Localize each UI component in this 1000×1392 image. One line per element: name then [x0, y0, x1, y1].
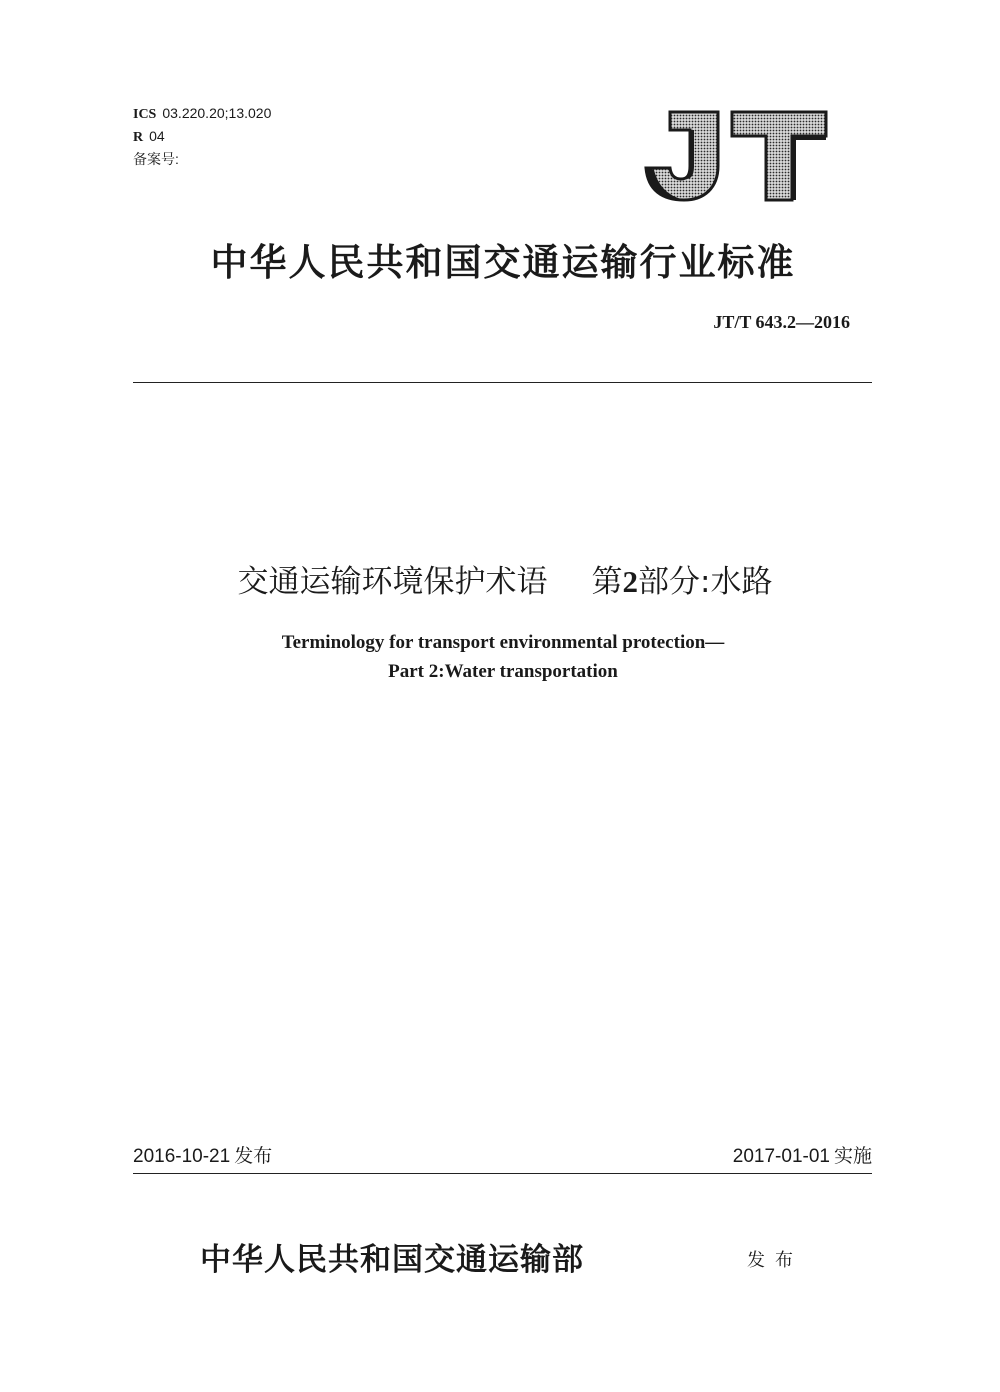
ics-label: ICS	[133, 107, 157, 122]
issue-date	[133, 1141, 272, 1168]
divider-top	[133, 382, 872, 383]
divider-bottom	[133, 1173, 872, 1174]
ccs-value: 04	[149, 128, 165, 144]
issue-date-value: 2016-10-21	[133, 1146, 231, 1167]
title-cn-part-suffix: 部分:水路	[638, 564, 773, 600]
impl-date-label: 实施	[833, 1145, 872, 1167]
title-english-line1: Terminology for transport environmental protection—	[281, 632, 725, 653]
standard-number: JT/T 643.2—2016	[713, 312, 850, 332]
title-cn-part-prefix: 第	[591, 564, 623, 600]
standard-heading: 中华人民共和国交通运输行业标准	[210, 240, 796, 284]
record-label: 备案号:	[133, 151, 179, 167]
title-english-line2: Part 2:Water transportation	[388, 661, 618, 682]
record-number	[133, 148, 179, 171]
ics-code	[133, 102, 271, 126]
ccs-code	[133, 125, 165, 149]
jt-logo	[640, 108, 830, 204]
issue-date-label: 发布	[234, 1145, 273, 1167]
publisher: 中华人民共和国交通运输部	[200, 1242, 584, 1278]
ccs-label: R	[133, 130, 144, 145]
title-chinese	[100, 556, 910, 601]
implementation-date	[733, 1141, 872, 1168]
title-cn-part-number: 2	[622, 564, 639, 599]
impl-date-value: 2017-01-01	[732, 1146, 830, 1167]
ics-value: 03.220.20;13.020	[162, 105, 272, 121]
title-cn-main: 交通运输环境保护术语	[237, 564, 548, 600]
publish-verb: 发布	[747, 1250, 803, 1271]
